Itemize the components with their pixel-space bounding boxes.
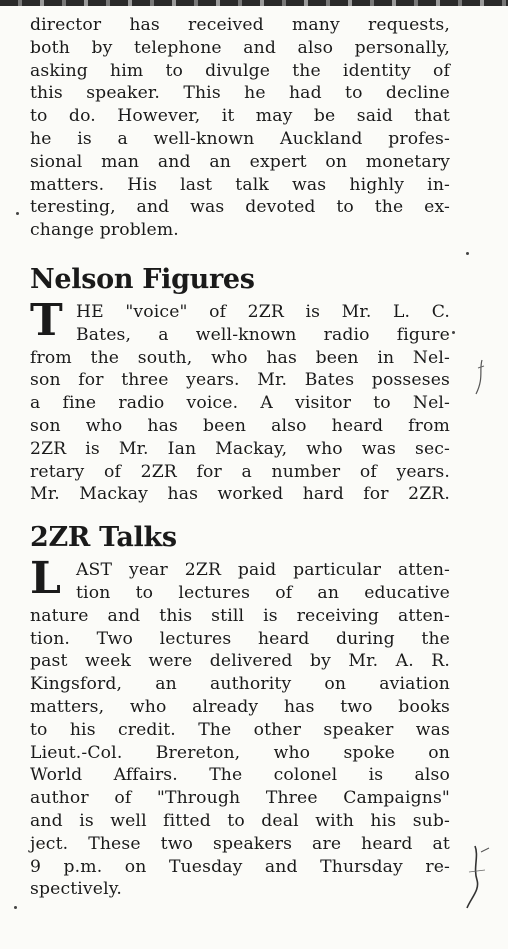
text-line: son who has been also heard from xyxy=(30,415,450,436)
drop-cap: T xyxy=(30,294,63,346)
text-line: he is a well-known Auckland profes- xyxy=(30,128,450,149)
text-line: son for three years. Mr. Bates posseses xyxy=(30,370,450,391)
text-line: nature and this still is receiving atten- xyxy=(30,605,450,626)
text-line: past week were delivered by Mr. A. R. xyxy=(30,651,450,672)
drop-cap: L xyxy=(30,553,62,605)
text-line: a fine radio voice. A visitor to Nel- xyxy=(30,393,450,414)
text-line: HE "voice" of 2ZR is Mr. L. C. xyxy=(76,301,450,322)
text-line: Kingsford, an authority on aviation xyxy=(30,674,450,695)
intro-paragraph xyxy=(30,14,450,242)
text-line: spectively. xyxy=(30,879,122,900)
text-line: change problem. xyxy=(30,220,179,241)
section-heading-2zr-talks: 2ZR Talks xyxy=(30,522,177,554)
text-line: to do. However, it may be said that xyxy=(30,106,450,127)
article-column xyxy=(30,14,450,901)
nelson-paragraph xyxy=(30,294,450,506)
text-line: and is well fitted to deal with his sub- xyxy=(30,810,450,831)
text-line: author of "Through Three Campaigns" xyxy=(30,788,450,809)
text-line: Mr. Mackay has worked hard for 2ZR. xyxy=(30,484,450,505)
text-line: both by telephone and also personally, xyxy=(30,37,450,58)
ink-mark xyxy=(470,358,490,398)
text-line: this speaker. This he had to decline xyxy=(30,83,450,104)
text-line: to his credit. The other speaker was xyxy=(30,719,450,740)
text-line: AST year 2ZR paid particular atten- xyxy=(76,560,450,581)
text-line: 9 p.m. on Tuesday and Thursday re- xyxy=(30,856,450,877)
ink-speck xyxy=(466,252,469,255)
text-line: asking him to divulge the identity of xyxy=(30,60,450,81)
ink-speck xyxy=(14,906,17,909)
text-line: from the south, who has been in Nel- xyxy=(30,347,450,368)
text-line: Bates, a well-known radio figure xyxy=(76,324,450,345)
talks-paragraph xyxy=(30,553,450,901)
text-line: tion to lectures of an educative xyxy=(76,582,450,603)
text-line: sional man and an expert on monetary xyxy=(30,151,450,172)
section-heading-nelson: Nelson Figures xyxy=(30,263,255,295)
text-line: teresting, and was devoted to the ex- xyxy=(30,197,450,218)
ink-speck xyxy=(452,331,455,334)
text-line: matters, who already has two books xyxy=(30,696,450,717)
text-line: matters. His last talk was highly in- xyxy=(30,174,450,195)
text-line: retary of 2ZR for a number of years. xyxy=(30,461,450,482)
text-line: director has received many requests, xyxy=(30,15,450,35)
text-line: ject. These two speakers are heard at xyxy=(30,833,450,854)
ink-mark xyxy=(455,842,495,912)
text-line: tion. Two lectures heard during the xyxy=(30,628,450,649)
text-line: World Affairs. The colonel is also xyxy=(30,765,450,786)
ink-speck xyxy=(16,212,19,215)
top-border-rule xyxy=(0,0,508,6)
text-line: Lieut.-Col. Brereton, who spoke on xyxy=(30,742,450,763)
text-line: 2ZR is Mr. Ian Mackay, who was sec- xyxy=(30,438,450,459)
